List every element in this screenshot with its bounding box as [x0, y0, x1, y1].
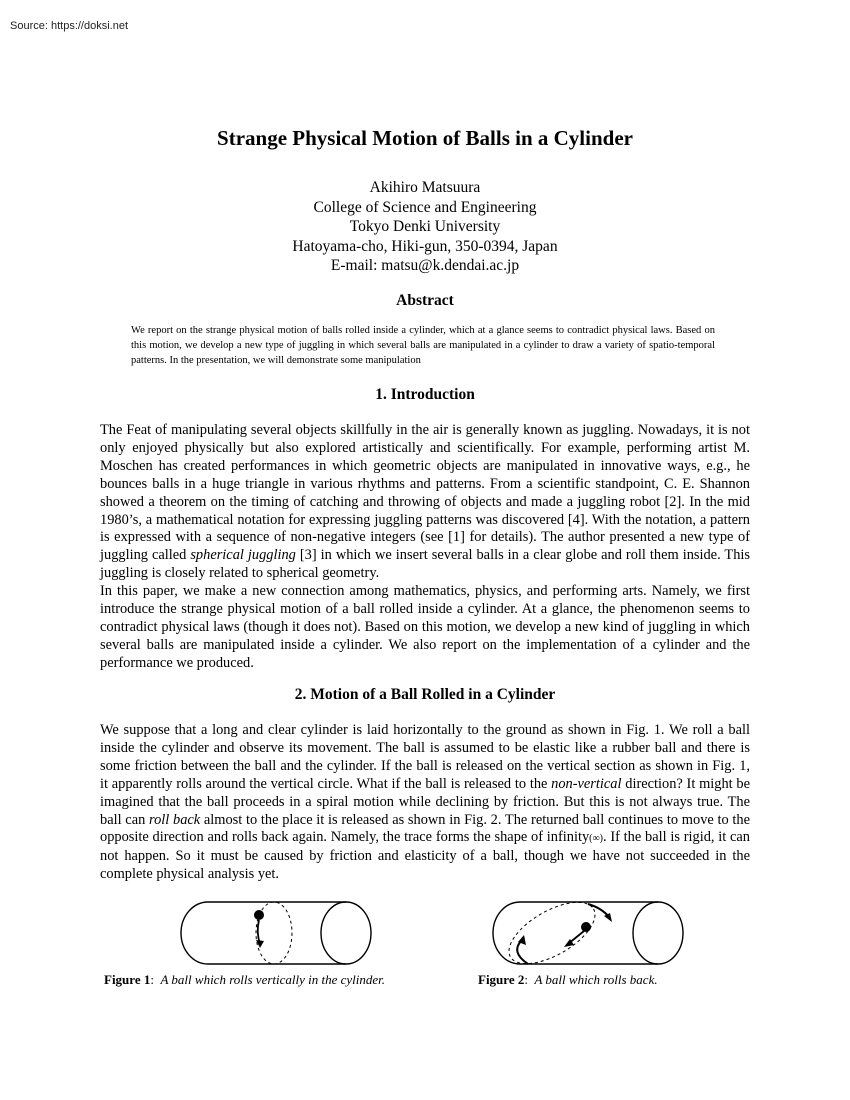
author-email: E-mail: matsu@k.dendai.ac.jp	[330, 257, 520, 274]
author-block	[0, 178, 850, 276]
figure-2-drawing	[488, 898, 688, 970]
arrow-top-head	[604, 913, 612, 922]
author-college: College of Science and Engineering	[313, 198, 537, 216]
figure-1-caption: Figure 1: A ball which rolls vertically in the cylinder.	[104, 972, 386, 987]
cylinder-right-end	[321, 902, 371, 964]
cylinder-left-end	[181, 902, 208, 964]
cylinder-right-end	[633, 902, 683, 964]
figure-2-caption: Figure 2: A ball which rolls back.	[478, 972, 658, 987]
source-note: Source: https://doksi.net	[10, 20, 129, 32]
section-1-heading: 1. Introduction	[375, 386, 475, 403]
section-2-body	[100, 722, 750, 884]
author-name: Akihiro Matsuura	[369, 179, 481, 196]
figure-1-drawing	[176, 898, 376, 970]
paper-title: Strange Physical Motion of Balls in a Cylinder	[217, 126, 633, 150]
section-1-paragraph-2: In this paper, we make a new connection among mathematics, physics, and performing arts. Namely, we first introduce the strange physical motion of a ball rolled inside a cylinder. At a glance, the phenomenon seems to contradict physical laws (though it does not). Based on this motion, we develop a new kind of juggling in which several balls are manipulated inside a cylinder. We also report on the implementation of a cylinder and the performance we produced.	[100, 583, 750, 671]
section-1-paragraph-1: The Feat of manipulating several objects skillfully in the air is generally known as juggling. Nowadays, it is not only enjoyed physically but also explored artistically and scientifically. For example, performing artist M. Moschen has created performances in which geometric objects are manipulated in innovative ways, e.g., he bounces balls in a huge triangle in various rhythms and patterns. From a scientific standpoint, C. E. Shannon showed a theorem on the timing of catching and throwing of objects and made a juggling robot [2]. In the mid 1980’s, a mathematical notation for expressing juggling patterns was discovered [4]. With the notation, a pattern is expressed with a sequence of non-negative integers (see [1] for details). The author presented a new type of juggling called spherical juggling [3] in which we insert several balls in a clear globe and roll them inside. This juggling is closely related to spherical geometry.	[100, 422, 750, 582]
ball	[254, 910, 264, 920]
abstract-heading: Abstract	[396, 292, 454, 309]
cylinder-left-end	[493, 902, 520, 964]
cylinder-body-lines	[520, 902, 658, 964]
section-2-heading: 2. Motion of a Ball Rolled in a Cylinder	[294, 686, 556, 703]
section-1-body	[100, 422, 750, 673]
cylinder-body-lines	[208, 902, 346, 964]
ball	[581, 922, 591, 932]
abstract-text: We report on the strange physical motion of balls rolled inside a cylinder, which at a glance seems to contradict physical laws. Based on this motion, we develop a new type of juggling in which several balls are manipulated in a cylinder to draw a variety of spatio-temporal patterns. In the presentation, we will demonstrate some manipulation	[131, 325, 715, 366]
author-university: Tokyo Denki University	[349, 218, 501, 235]
section-2-paragraph: We suppose that a long and clear cylinder is laid horizontally to the ground as shown in Fig. 1. We roll a ball inside the cylinder and observe its movement. The ball is assumed to be elastic like a rubber ball and there is some friction between the ball and the cylinder. If the ball is released on the vertical section as shown in Fig. 1, it apparently rolls around the vertical circle. What if the ball is released to the non-vertical direction? It might be imagined that the ball proceeds in a spiral motion while declining by friction. But this is not always true. The ball can roll back almost to the place it is released as shown in Fig. 2. The returned ball continues to move to the opposite direction and rolls back again. Namely, the trace forms the shape of infinity(∞). If the ball is rigid, it can not happen. So it must be caused by friction and elasticity of a ball, though we have not succeeded in the complete physical analysis yet.	[100, 722, 751, 883]
tilted-path-circle	[499, 898, 604, 970]
author-address: Hatoyama-cho, Hiki-gun, 350-0394, Japan	[292, 237, 558, 255]
